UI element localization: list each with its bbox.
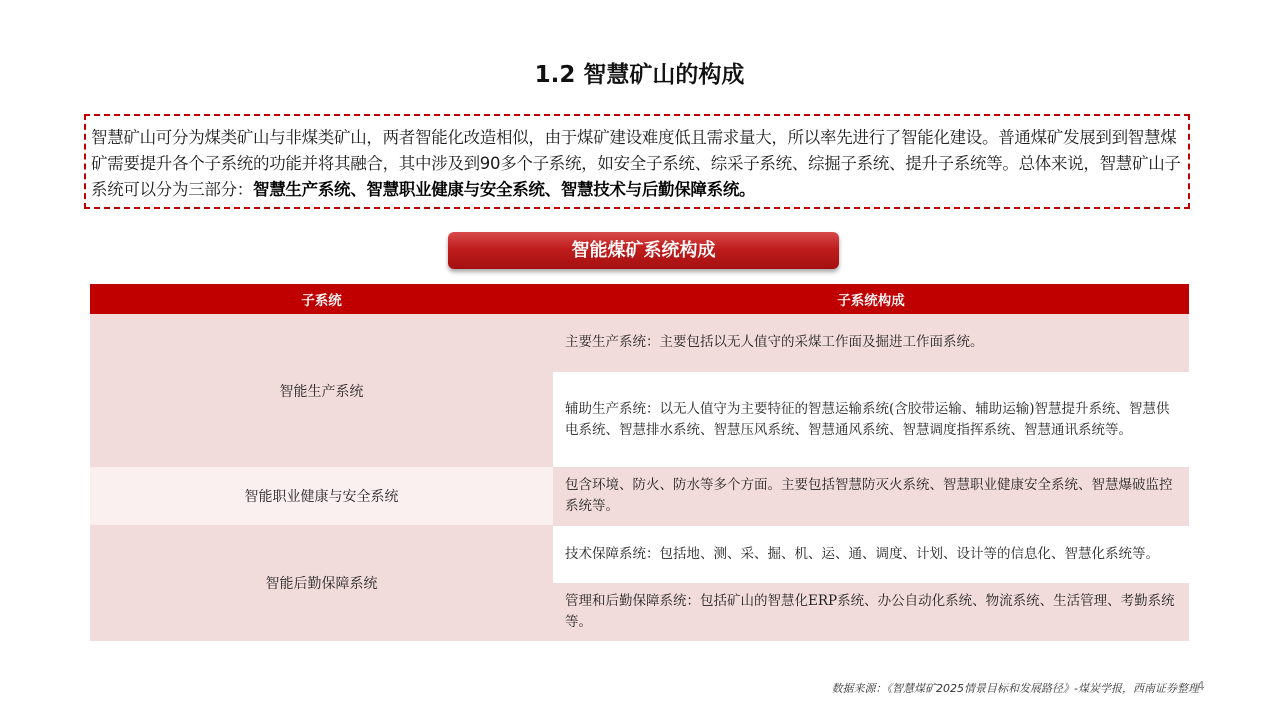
group-item: 管理和后勤保障系统：包括矿山的智慧化ERP系统、办公自动化系统、物流系统、生活管理、考勤系统等。 [553, 583, 1189, 641]
intro-text: 智慧矿山可分为煤类矿山与非煤类矿山，两者智能化改造相似，由于煤矿建设难度低且需求量大，所以率先进行了智能化建设。普通煤矿发展到到智慧煤矿需要提升各个子系统的功能并将其融合，其中涉及到90多个子系统，如安全子系统、综采子系统、综掘子系统、提升子系统等。总体来说，智慧矿山子系统可以分为三部分： [91, 128, 1181, 199]
group-name: 智能生产系统 [90, 314, 553, 467]
header-composition: 子系统构成 [837, 293, 905, 309]
group-item: 主要生产系统：主要包括以无人值守的采煤工作面及掘进工作面系统。 [553, 314, 1189, 371]
page-number: 4 [1197, 679, 1205, 693]
table-header [90, 284, 1189, 314]
group-name: 智能后勤保障系统 [90, 525, 553, 641]
header-subsystem: 子系统 [301, 293, 342, 309]
group-item: 包含环境、防火、防水等多个方面。主要包括智慧防灭火系统、智慧职业健康安全系统、智慧爆破监控系统等。 [553, 467, 1189, 525]
table-row [90, 525, 1189, 641]
intro-box [84, 114, 1190, 209]
source-note: 数据来源：《智慧煤矿2025情景目标和发展路径》-煤炭学报，西南证券整理 [831, 682, 1199, 695]
table-row [90, 467, 1189, 525]
subsystem-table [90, 284, 1189, 641]
page-title: 1.2 智慧矿山的构成 [534, 62, 745, 88]
group-item: 技术保障系统：包括地、测、采、掘、机、运、通、调度、计划、设计等的信息化、智慧化系统等。 [553, 525, 1189, 583]
intro-bold-text: 智慧生产系统、智慧职业健康与安全系统、智慧技术与后勤保障系统。 [253, 180, 756, 199]
group-item: 辅助生产系统：以无人值守为主要特征的智慧运输系统(含胶带运输、辅助运输)智慧提升系统、智慧供电系统、智慧排水系统、智慧压风系统、智慧通风系统、智慧调度指挥系统、智慧通讯系统等。 [553, 371, 1189, 467]
section-banner: 智能煤矿系统构成 [448, 232, 839, 269]
group-name: 智能职业健康与安全系统 [90, 467, 553, 525]
table-row [90, 314, 1189, 467]
